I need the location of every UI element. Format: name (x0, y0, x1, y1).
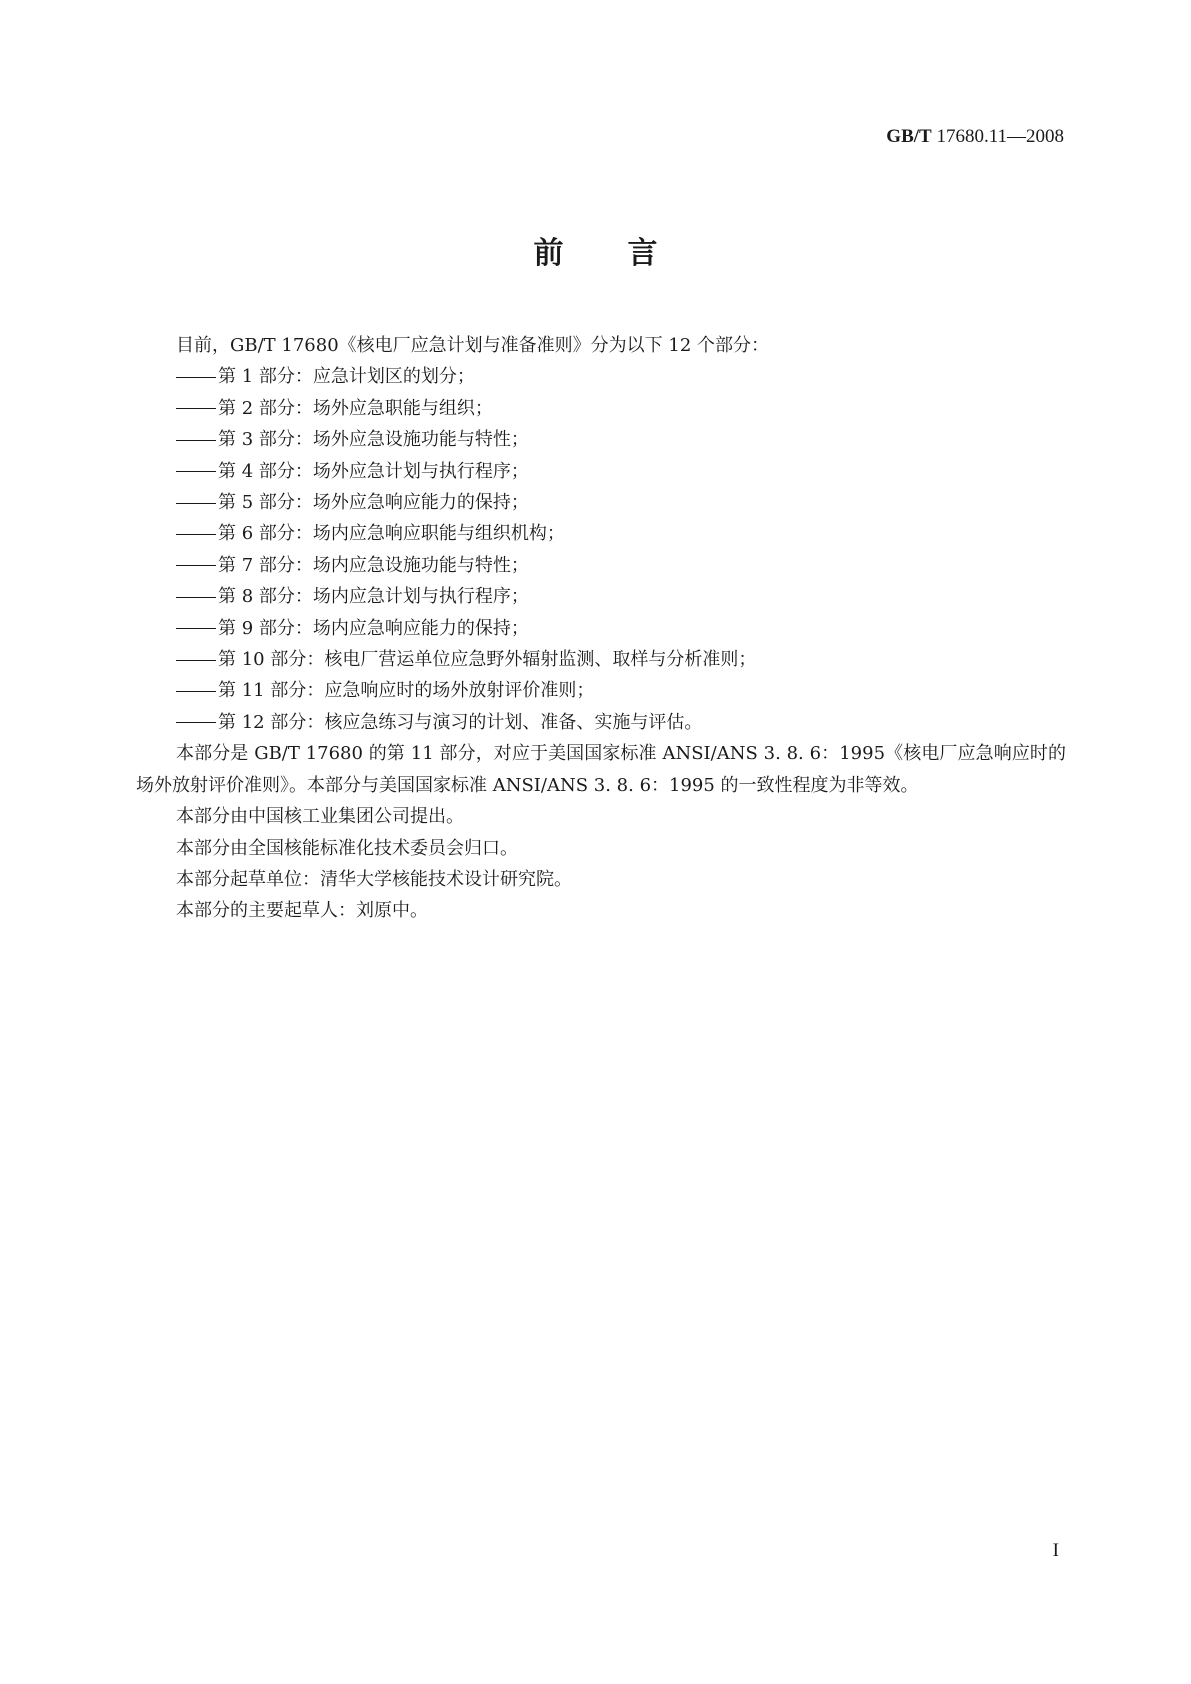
list-item-text: 第 11 部分：应急响应时的场外放射评价准则； (218, 680, 595, 702)
title-char-2: 言 (627, 236, 658, 271)
dash-mark (176, 660, 216, 661)
committee-paragraph: 本部分由全国核能标准化技术委员会归口。 (176, 837, 518, 859)
dash-mark (176, 440, 216, 441)
drafter-paragraph: 本部分的主要起草人：刘原中。 (176, 900, 428, 922)
standard-code (886, 126, 1064, 148)
dash-mark (176, 503, 216, 504)
list-item (136, 675, 1066, 706)
dash-mark (176, 471, 216, 472)
list-item-text: 第 6 部分：场内应急响应职能与组织机构； (218, 523, 565, 545)
list-item (136, 361, 1066, 392)
list-item (136, 393, 1066, 424)
title-char-1: 前 (533, 236, 564, 271)
list-item-text: 第 10 部分：核电厂营运单位应急野外辐射监测、取样与分析准则； (218, 649, 757, 671)
list-item (136, 581, 1066, 612)
intro-paragraph: 目前，GB/T 17680《核电厂应急计划与准备准则》分为以下 12 个部分： (176, 335, 770, 356)
dash-mark (176, 534, 216, 535)
list-item-text: 第 3 部分：场外应急设施功能与特性； (218, 429, 529, 451)
dash-mark (176, 597, 216, 598)
list-item-text: 第 12 部分：核应急练习与演习的计划、准备、实施与评估。 (218, 711, 703, 733)
list-item (136, 707, 1066, 738)
list-item-text: 第 4 部分：场外应急计划与执行程序； (218, 460, 529, 482)
dash-mark (176, 722, 216, 723)
list-item (136, 613, 1066, 644)
list-item-text: 第 9 部分：场内应急响应能力的保持； (218, 617, 529, 639)
list-item (136, 550, 1066, 581)
dash-mark (176, 408, 216, 409)
page-number: I (1052, 1540, 1059, 1561)
dash-mark (176, 377, 216, 378)
list-item-text: 第 7 部分：场内应急设施功能与特性； (218, 554, 529, 576)
correspondence-paragraph: 本部分是 GB/T 17680 的第 11 部分，对应于美国国家标准 ANSI/ANS 3. 8. 6：1995《核电厂应急响应时的场外放射评价准则》。本部分与美国国家标准 ANSI/ANS 3. 8. 6：1995 的一致性程度为非等效。 (136, 743, 1066, 796)
list-item (136, 487, 1066, 518)
standard-prefix: GB/T (886, 126, 932, 147)
list-item-text: 第 2 部分：场外应急职能与组织； (218, 397, 493, 419)
list-item-text: 第 5 部分：场外应急响应能力的保持； (218, 492, 529, 514)
document-body (136, 330, 1066, 927)
dash-mark (176, 565, 216, 566)
standard-number: 17680.11—2008 (936, 126, 1064, 147)
page-title (0, 228, 1191, 272)
drafting-unit-paragraph: 本部分起草单位：清华大学核能技术设计研究院。 (176, 868, 572, 890)
list-item (136, 644, 1066, 675)
dash-mark (176, 628, 216, 629)
list-item-text: 第 8 部分：场内应急计划与执行程序； (218, 586, 529, 608)
list-item (136, 424, 1066, 455)
proposer-paragraph: 本部分由中国核工业集团公司提出。 (176, 806, 464, 828)
list-item (136, 456, 1066, 487)
dash-mark (176, 691, 216, 692)
list-item-text: 第 1 部分：应急计划区的划分； (218, 366, 475, 388)
list-item (136, 518, 1066, 549)
